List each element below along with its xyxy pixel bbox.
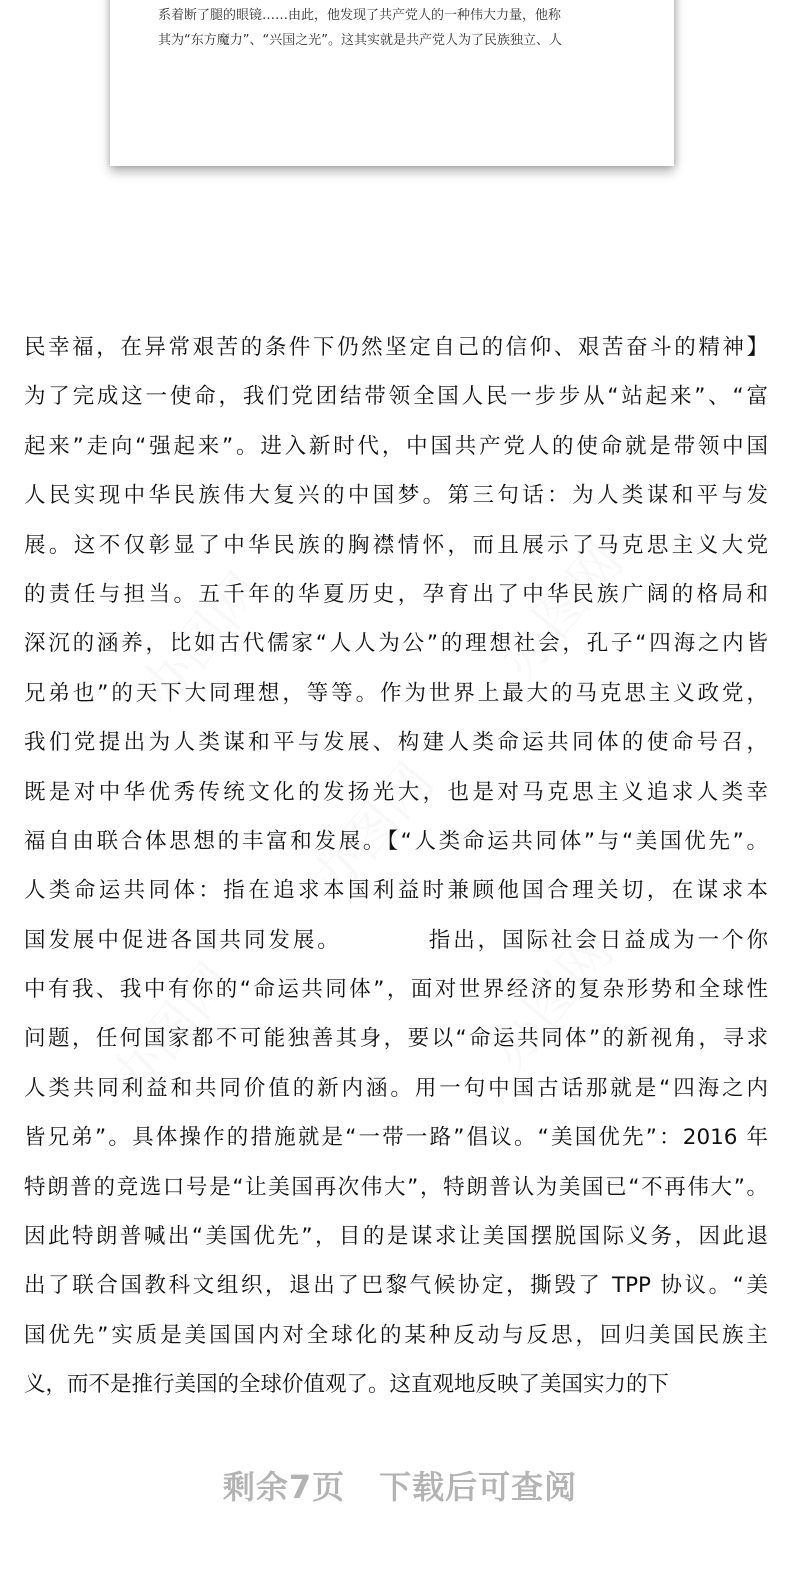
preview-page-card [110,0,674,166]
body-line: 起来”走向“强起来”。进入新时代，中国共产党人的使命就是带领中国 [24,433,768,459]
body-line: 问题，任何国家都不可能独善其身，要以“命运共同体”的新视角，寻求 [24,1026,768,1052]
watermark-text: 办图网 [299,751,446,911]
watermark-text: 办图网 [129,561,276,721]
body-line: 的责任与担当。五千年的华夏历史，孕育出了中华民族广阔的格局和 [24,581,768,607]
remaining-pages-label: 剩余7页 [222,1468,346,1506]
body-line: 皆兄弟”。具体操作的措施就是“一带一路”倡议。“美国优先”：2016 年 [24,1125,768,1151]
body-line: 国优先”实质是美国国内对全球化的某种反动与反思，回归美国民族主 [24,1322,768,1348]
watermark-text: 办图网 [479,921,626,1081]
body-line: 福自由联合体思想的丰富和发展。【“人类命运共同体”与“美国优先”。 [24,828,768,854]
body-line: 展。这不仅彰显了中华民族的胸襟情怀，而且展示了马克思主义大党 [24,532,768,558]
body-line: 人类命运共同体：指在追求本国利益时兼顾他国合理关切，在谋求本 [24,878,768,904]
body-line: 特朗普的竞选口号是“让美国再次伟大”，特朗普认为美国已“不再伟大”。 [24,1174,768,1200]
body-line: 兄弟也”的天下大同理想，等等。作为世界上最大的马克思主义政党， [24,680,768,706]
body-line: 中有我、我中有你的“命运共同体”，面对世界经济的复杂形势和全球性 [24,977,768,1003]
body-line: 人民实现中华民族伟大复兴的中国梦。第三句话：为人类谋和平与发 [24,483,768,509]
document-body [24,323,768,1410]
watermark-text: 办图网 [489,531,636,691]
body-line: 为了完成这一使命，我们党团结带领全国人民一步步从“站起来”、“富 [24,384,768,410]
download-prompt[interactable] [0,1462,800,1508]
body-line: 我们党提出为人类谋和平与发展、构建人类命运共同体的使命号召， [24,730,768,756]
preview-page-text [158,0,638,53]
preview-line: 其为“东方魔力”、“兴国之光”。这其实就是共产党人为了民族独立、人 [158,33,562,48]
download-to-view-label: 下载后可查阅 [379,1468,578,1506]
body-line: 深沉的涵养，比如古代儒家“人人为公”的理想社会，孔子“四海之内皆 [24,631,768,657]
watermark-text: 办图网 [99,951,246,1111]
body-line: 民幸福，在异常艰苦的条件下仍然坚定自己的信仰、艰苦奋斗的精神】 [24,335,768,360]
body-line: 既是对中华优秀传统文化的发扬光大，也是对马克思主义追求人类幸 [24,779,768,805]
body-line: 国发展中促进各国共同发展。 指出，国际社会日益成为一个你 [24,927,768,953]
preview-line: 系着断了腿的眼镜……由此，他发现了共产党人的一种伟大力量，他称 [158,8,562,23]
body-line: 义，而不是推行美国的全球价值观了。这直观地反映了美国实力的下 [24,1372,670,1398]
body-line: 因此特朗普喊出“美国优先”，目的是谋求让美国摆脱国际义务，因此退 [24,1224,768,1250]
body-line: 出了联合国教科文组织，退出了巴黎气候协定，撕毁了 TPP 协议。“美 [24,1273,768,1299]
body-line: 人类共同利益和共同价值的新内涵。用一句中国古话那就是“四海之内 [24,1075,768,1101]
